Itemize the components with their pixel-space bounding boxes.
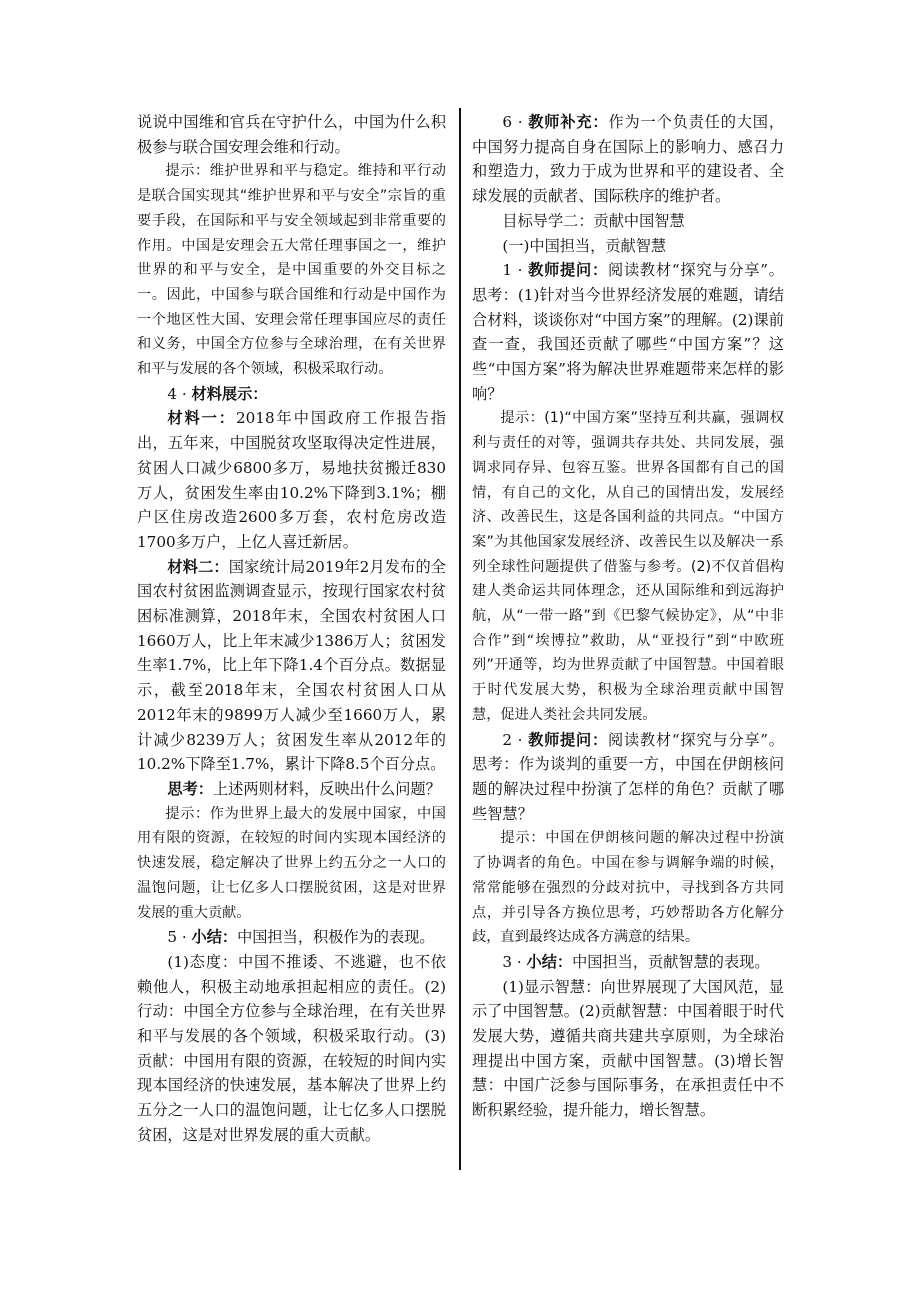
summary-body: (1)显示智慧：向世界展现了大国风范，显示了中国智慧。(2)贡献智慧：中国着眼于时代发展大势，遵循共商共建共享原则，为全球治理提出中国方案，贡献中国智慧。(3)增长智慧：中国广泛参与国际事务，在承担责任中不断积累经验，提升能力，增长智慧。	[472, 977, 784, 1120]
section-label: 材料展示：	[191, 384, 268, 403]
material-one-text: 2018年中国政府工作报告指出，五年来，中国脱贫攻坚取得决定性进展，贫困人口减少6800多万，易地扶贫搬迁830万人，贫困发生率由10.2%下降到3.1%；棚户区住房改造2600多万套，农村危房改造1700多万户，上亿人喜迁新居。	[137, 409, 446, 551]
material-two-text: 国家统计局2019年2月发布的全国农村贫困监测调查显示，按现行国家农村贫困标准测算，2018年末，全国农村贫困人口1660万人，比上年末减少1386万人；贫困发生率1.7%，比上年下降1.4个百分点。数据显示，截至2018年末，全国农村贫困人口从2012年末的9899万人减少至1660万人，累计减少8239万人；贫困发生率从2012年的10.2%下降至1.7%，累计下降8.5个百分点。	[137, 557, 446, 774]
section-6	[472, 110, 784, 209]
right-column	[472, 110, 784, 1123]
teacher-question-2	[472, 728, 784, 827]
section-label: 小结：	[191, 928, 238, 947]
section-3-heading	[472, 950, 784, 975]
section-number: 3 ·	[502, 952, 527, 971]
material-one-label: 材料一：	[167, 409, 236, 428]
think-label: 思考：	[167, 779, 213, 798]
section-number: 6 ·	[502, 113, 529, 131]
left-column	[137, 110, 446, 1148]
question-text: 阅读教材“探究与分享”。思考：(1)针对当今世界经济发展的难题，请结合材料，谈谈你对“中国方案”的理解。(2)课前查一查，我国还贡献了哪些“中国方案”？这些“中国方案”将为解决世界难题带来怎样的影响？	[472, 261, 784, 403]
section-label: 教师提问：	[528, 261, 608, 280]
section-number: 4 ·	[167, 384, 192, 403]
hint-paragraph: 提示：作为世界上最大的发展中国家，中国用有限的资源，在较短的时间内实现本国经济的快速发展，稳定解决了世界上约五分之一人口的温饱问题，让七亿多人口摆脱贫困，这是对世界发展的重大贡献。	[137, 805, 446, 921]
summary-body: (1)态度：中国不推诿、不逃避，也不依赖他人，积极主动地承担起相应的责任。(2)行动：中国全方位参与全球治理，在有关世界和平与发展的各个领域，积极采取行动。(3)贡献：中国用有限的资源，在较短的时间内实现本国经济的快速发展，基本解决了世界上约五分之一人口的温饱问题，让七亿多人口摆脱贫困，这是对世界发展的重大贡献。	[137, 952, 446, 1144]
think-question	[137, 777, 446, 802]
section-title: 中国担当，积极作为的表现。	[237, 928, 435, 947]
material-two-label: 材料二：	[167, 557, 229, 576]
material-two	[137, 555, 446, 777]
section-title: 中国担当，贡献智慧的表现。	[572, 952, 770, 971]
section-label: 小结：	[526, 952, 573, 971]
material-one	[137, 406, 446, 554]
hint-paragraph: 提示：中国在伊朗核问题的解决过程中扮演了协调者的角色。中国在参与调解争端的时候，常常能够在强烈的分歧对抗中，寻找到各方共同点，并引导各方换位思考，巧妙帮助各方化解分歧，直到最终达成各方满意的结果。	[472, 830, 784, 946]
think-text: 上述两则材料，反映出什么问题？	[212, 779, 441, 798]
hint-paragraph: 提示：维护世界和平与稳定。维持和平行动是联合国实现其“维护世界和平与安全”宗旨的重要手段，在国际和平与安全领域起到非常重要的作用。中国是安理会五大常任理事国之一，维护世界的和平与安全，是中国重要的外交目标之一。因此，中国参与联合国维和行动是中国作为一个地区性大国、安理会常任理事国应尽的责任和义务，中国全方位参与全球治理，在有关世界和平与发展的各个领域，积极采取行动。	[137, 163, 446, 378]
hint-paragraph: 提示：(1)“中国方案”坚持互利共赢，强调权利与责任的对等，强调共存共处、共同发展，强调求同存异、包容互鉴。世界各国都有自己的国情，有自己的文化，从自己的国情出发，发展经济、改善民生，这是各国利益的共同点。“中国方案”为其他国家发展经济、改善民生以及解决一系列全球性问题提供了借鉴与参考。(2)不仅首倡构建人类命运共同体理念，还从国际维和到远海护航，从“一带一路”到《巴黎气候协定》，从“中非合作”到“埃博拉”救助，从“亚投行”到“中欧班列”开通等，均为世界贡献了中国智慧。中国着眼于时代发展大势，积极为全球治理贡献中国智慧，促进人类社会共同发展。	[472, 410, 784, 723]
section-number: 5 ·	[167, 928, 192, 947]
section-label: 教师提问：	[528, 730, 608, 749]
section-label: 教师补充：	[528, 113, 609, 131]
section-text: 作为一个负责任的大国，中国努力提高自身在国际上的影响力、感召力和塑造力，致力于成为世界和平的建设者、全球发展的贡献者、国际秩序的维护者。	[472, 113, 785, 206]
question-text: 阅读教材“探究与分享”。思考：作为谈判的重要一方，中国在伊朗核问题的解决过程中扮演了怎样的角色？贡献了哪些智慧？	[472, 730, 784, 823]
section-number: 1 ·	[502, 261, 529, 280]
subheading: (一)中国担当，贡献智慧	[502, 236, 667, 255]
goal-heading: 目标导学二：贡献中国智慧	[502, 211, 685, 230]
question-text: 说说中国维和官兵在守护什么，中国为什么积极参与联合国安理会维和行动。	[137, 113, 446, 156]
teacher-question-1	[472, 258, 784, 406]
section-number: 2 ·	[502, 730, 529, 749]
column-divider	[459, 108, 461, 1170]
section-4-heading	[137, 382, 446, 407]
section-5-heading	[137, 925, 446, 950]
